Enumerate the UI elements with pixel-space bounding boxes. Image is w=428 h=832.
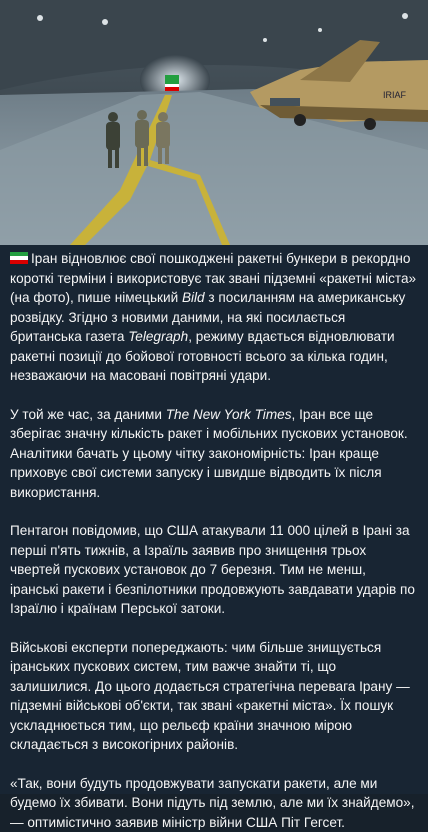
text-run: Пентагон повідомив, що США атакували 11 000 цілей в Ірані за перші п'ять тижнів, а Ізраїль заявив про знищення трьох чвертей пускових установок до 7 березня. Тим не менш, іранські ракети і безпілотники продовжують завдавати ударів по Ізраїлю і країнам Перської затоки. [10,523,415,616]
post-text [0,245,428,832]
text-run: , режиму вдається відновлювати ракетні позиції до бойової готовності всього за кілька годин, незважаючи на масовані повітряні удари. [10,329,395,383]
iran-flag-icon [10,252,28,264]
paragraph [10,249,418,386]
paragraph [10,774,418,832]
text-run: Військові експерти попереджають: чим більше знищується іранських пускових систем, тим важче знайти ті, що залишилися. До цього додається стратегічна перевага Ірану — підземні військові об'єкти, так звані «ракетні міста». Їх пошук ускладнюється тим, що рельєф країни значною мірою складається з високогірних районів. [10,640,410,753]
paragraph [10,405,418,503]
text-run: Іран відновлює свої пошкоджені ракетні бункери в рекордно короткі терміни і використовує так звані підземні «ракетні міста» (на фото), пише німецький [10,251,416,305]
paragraph [10,638,418,755]
post-photo[interactable] [0,0,428,245]
italic-source-name: Bild [182,290,205,305]
text-run: з посиланням на американську розвідку. Згідно з новими даними, на які посилається британська газета [10,290,405,344]
text-run: «Так, вони будуть продовжувати запускати ракети, але ми будемо їх збивати. Вони підуть під землю, але ми їх знайдемо», — оптимістично заявив міністр війни США Піт Гегсет. [10,776,415,830]
paragraph [10,521,418,619]
text-run: У той же час, за даними [10,407,166,422]
text-run: , Іран все ще зберігає значну кількість ракет і мобільних пускових установок. Аналітики бачать у цьому чітку закономірність: Іран краще приховує свої системи запуску і швидше відводить їх після використання. [10,407,408,500]
svg-text:IRIAF: IRIAF [383,90,407,100]
italic-source-name: The New York Times [166,407,292,422]
underground-tunnel-image [0,0,428,245]
italic-source-name: Telegraph [128,329,188,344]
